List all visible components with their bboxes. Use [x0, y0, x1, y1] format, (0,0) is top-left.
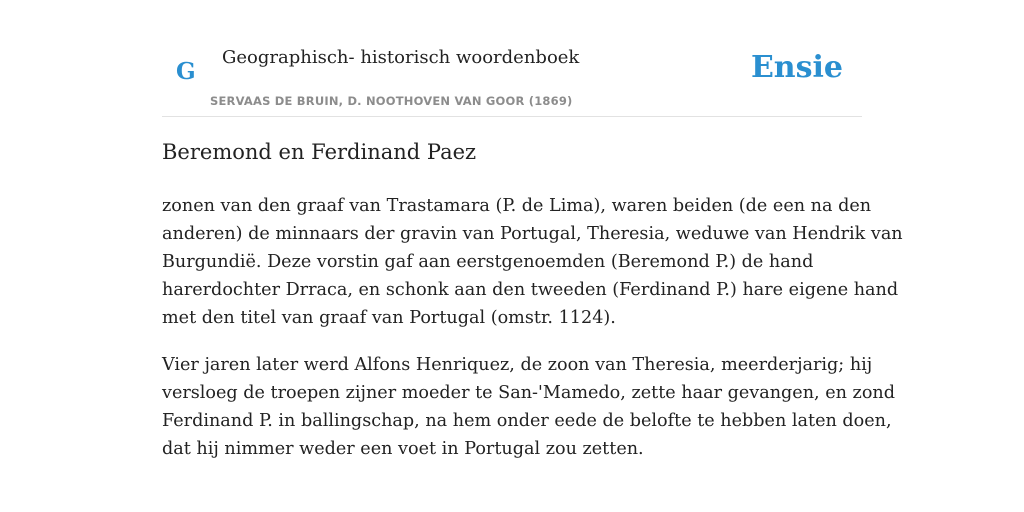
entry-title: Beremond en Ferdinand Paez	[162, 140, 477, 164]
paragraph-line: zonen van den graaf van Trastamara (P. de Lima), waren beiden (de een na den	[162, 196, 872, 216]
book-authors: SERVAAS DE BRUIN, D. NOOTHOVEN VAN GOOR (1869)	[210, 94, 573, 108]
letter-index-badge[interactable]: G	[176, 58, 196, 85]
entry-paragraph	[162, 192, 903, 332]
paragraph-line: met den titel van graaf van Portugal (omstr. 1124).	[162, 308, 616, 328]
brand-logo[interactable]: Ensie	[750, 50, 843, 85]
book-title[interactable]: Geographisch- historisch woordenboek	[222, 47, 580, 68]
paragraph-line: Ferdinand P. in ballingschap, na hem onder eede de belofte te hebben laten doen,	[162, 411, 892, 431]
paragraph-line: harerdochter Drraca, en schonk aan den tweeden (Ferdinand P.) hare eigene hand	[162, 280, 899, 300]
paragraph-line: dat hij nimmer weder een voet in Portugal zou zetten.	[162, 439, 644, 459]
paragraph-line: Vier jaren later werd Alfons Henriquez, de zoon van Theresia, meerderjarig; hij	[162, 355, 873, 375]
page-header	[162, 0, 862, 117]
entry-paragraph	[162, 351, 896, 463]
paragraph-line: Burgundië. Deze vorstin gaf aan eerstgenoemden (Beremond P.) de hand	[162, 252, 814, 272]
paragraph-line: anderen) de minnaars der gravin van Portugal, Theresia, weduwe van Hendrik van	[162, 224, 903, 244]
paragraph-line: versloeg de troepen zijner moeder te San-'Mamedo, zette haar gevangen, en zond	[162, 383, 896, 403]
